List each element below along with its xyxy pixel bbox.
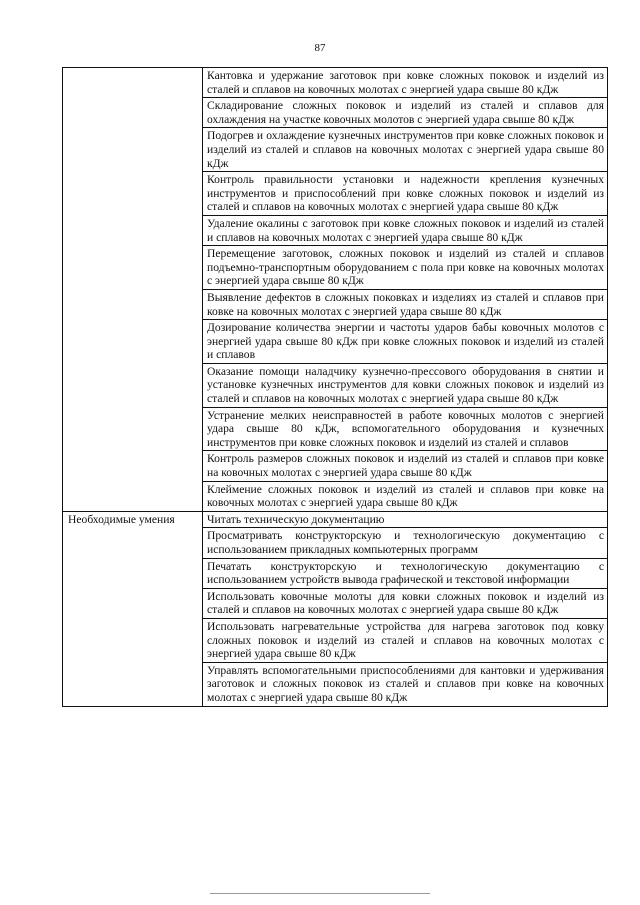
table-cell: Контроль размеров сложных поковок и изделий из сталей и сплавов при ковке на ковочных молотах с энергией удара свыше 80 кДж [203,451,608,481]
table-cell: Использовать нагревательные устройства для нагрева заготовок под ковку сложных поковок и изделий из сталей и сплавов на ковочных молотах с энергией удара свыше 80 кДж [203,618,608,662]
table-cell: Устранение мелких неисправностей в работе ковочных молотов с энергией удара свыше 80 кДж, вспомогательного оборудования и кузнечных инструментов при ковке сложных поковок и изделий из сталей и сплавов [203,407,608,451]
section-label-actions [63,68,203,512]
table-cell: Кантовка и удержание заготовок при ковке сложных поковок и изделий из сталей и сплавов на ковочных молотах с энергией удара свыше 80 кДж [203,68,608,98]
table-cell: Складирование сложных поковок и изделий из сталей и сплавов для охлаждения на участке ковочных молотов с энергией удара свыше 80 кДж [203,98,608,128]
functions-table [62,67,608,707]
table-cell: Просматривать конструкторскую и технологическую документацию с использованием прикладных компьютерных программ [203,528,608,558]
table-body [63,68,608,707]
table-cell: Подогрев и охлаждение кузнечных инструментов при ковке сложных поковок и изделий из сталей и сплавов на ковочных молотах с энергией удара свыше 80 кДж [203,128,608,172]
table-cell: Управлять вспомогательными приспособлениями для кантовки и удерживания заготовок и сложных поковок из сталей и сплавов при ковке на ковочных молотах с энергией удара свыше 80 кДж [203,662,608,706]
table-cell: Удаление окалины с заготовок при ковке сложных поковок и изделий из сталей и сплавов на ковочных молотах с энергией удара свыше 80 кДж [203,215,608,245]
table-cell: Дозирование количества энергии и частоты ударов бабы ковочных молотов с энергией удара свыше 80 кДж при ковке сложных поковок и изделий из сталей и сплавов [203,320,608,364]
section-label-skills: Необходимые умения [63,511,203,706]
table-row [63,68,608,98]
table-cell: Выявление дефектов в сложных поковках и изделиях из сталей и сплавов при ковке на ковочных молотах с энергией удара свыше 80 кДж [203,289,608,319]
table-cell: Клеймение сложных поковок и изделий из сталей и сплавов при ковке на ковочных молотах с энергией удара свыше 80 кДж [203,481,608,511]
page-number: 87 [314,42,326,54]
table-cell: Оказание помощи наладчику кузнечно-прессового оборудования в снятии и установке кузнечных инструментов для ковки сложных поковок и изделий из сталей и сплавов на ковочных молотах с энергией удара свыше 80 кДж [203,363,608,407]
table-cell: Перемещение заготовок, сложных поковок и изделий из сталей и сплавов подъемно-транспортным оборудованием с пола при ковке на ковочных молотах с энергией удара свыше 80 кДж [203,246,608,290]
table-cell: Использовать ковочные молоты для ковки сложных поковок и изделий из сталей и сплавов на ковочных молотах с энергией удара свыше 80 кДж [203,588,608,618]
table-cell: Читать техническую документацию [203,511,608,528]
scan-edge-line [210,893,430,894]
table-cell: Контроль правильности установки и надежности крепления кузнечных инструментов и приспособлений при ковке сложных поковок и изделий из сталей и сплавов на ковочных молотах с энергией удара свыше 80 кДж [203,172,608,216]
table-row [63,511,608,528]
table-cell: Печатать конструкторскую и технологическую документацию с использованием устройств вывода графической и текстовой информации [203,558,608,588]
